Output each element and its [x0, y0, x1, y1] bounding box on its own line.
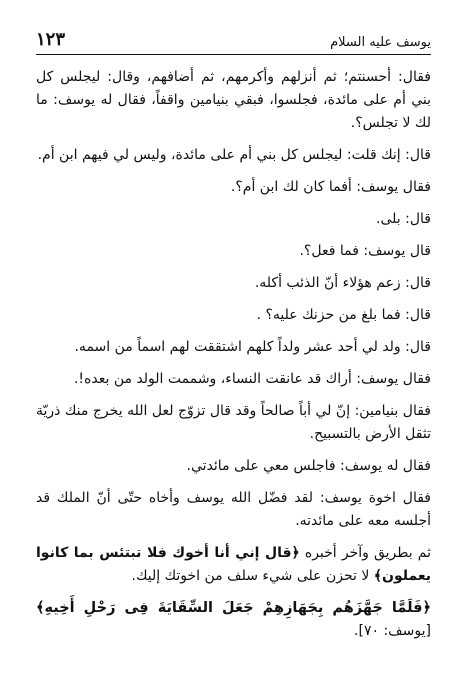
paragraph: قال: ولد لي أحد عشر ولداً كلهم اشتققت لهم اسماً من اسمه. [74, 339, 431, 355]
paragraph: فقال يوسف: أراك قد عانقت النساء، وشممت الولد من بعده!. [73, 371, 431, 387]
paragraph: فقال بنيامين: إنّ لي أباً صالحاً وقد قال تزوّج لعل الله يخرج منك ذريّة تثقل الأرض بالتسبيح. [36, 403, 431, 442]
paragraph: فقال له يوسف: فاجلس معي على مائدتي. [186, 458, 431, 474]
running-title: يوسف عليه السلام [330, 35, 431, 50]
paragraph: قال: بلى. [376, 211, 431, 227]
page-header [36, 28, 431, 50]
paragraph: فقال: أحسنتم؛ ثم أنزلهم وأكرمهم، ثم أضافهم، وقال: ليجلس كل بني أم على مائدة، فجلسوا، فبقي بنيامين واقفاً، فقال له يوسف: ما لك لا تجلس؟. [36, 69, 431, 131]
header-rule [36, 54, 431, 55]
final-paragraph [36, 542, 431, 588]
paragraph: قال يوسف: فما فعل؟. [299, 243, 431, 259]
paragraph: فقال يوسف: أفما كان لك ابن أم؟. [230, 179, 431, 195]
paragraph: قال: زعم هؤلاء أنّ الذئب أكله. [254, 275, 431, 291]
paragraph: فقال اخوة يوسف: لقد فضّل الله يوسف وأخاه حتّى أنّ الملك قد أجلسه معه على مائدته. [36, 490, 431, 529]
verse-text: ﴿فَلَمَّا جَهَّزَهُم بِجَهَازِهِمْ جَعَلَ السِّقَايَةَ فِى رَحْلِ أَخِيهِ﴾ [36, 600, 431, 616]
page-body [36, 66, 431, 652]
final-paragraph-pre: ثم بطريق وآخر أخبره [299, 545, 431, 561]
verse-line [36, 597, 431, 643]
paragraph: قال: إنك قلت: ليجلس كل بني أم على مائدة، وليس لي فيهم ابن أم. [37, 147, 431, 163]
final-paragraph-post: لا تحزن على شيء سلف من اخوتك إليك. [131, 568, 374, 584]
paragraph: قال: فما بلغ من حزنك عليه؟ . [256, 307, 431, 323]
verse-citation: [يوسف: ٧٠]. [354, 623, 431, 639]
page-number: ١٢٣ [36, 29, 66, 50]
quran-quote: ﴿قال إني أنا أخوك فلا تبتئس بما كانوا يعملون﴾ [36, 545, 431, 584]
